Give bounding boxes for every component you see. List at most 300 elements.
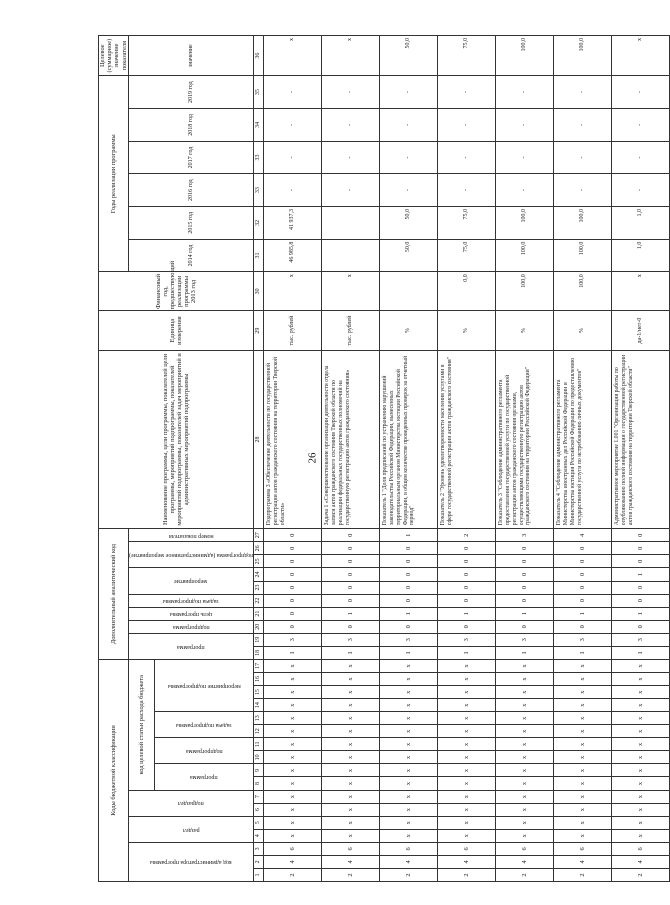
- code-cell: 1: [438, 607, 496, 620]
- row-name: Показатель 4 "Соблюдение административного регламента Министерства иностранных дел Российской Федерации и Министерства юстиции Российской Федерации по предоставлению государственной услуги по истребованию личных документов": [554, 350, 612, 529]
- code-cell: x: [554, 725, 612, 738]
- col-num: 33: [254, 174, 264, 207]
- table-body: [264, 36, 670, 882]
- table-row: [612, 36, 670, 882]
- row-value-2019: -: [554, 76, 612, 109]
- code-cell: x: [438, 712, 496, 725]
- code-cell: 2: [496, 868, 554, 881]
- code-cell: 0: [438, 555, 496, 568]
- code-cell: x: [438, 803, 496, 816]
- code-cell: 2: [554, 868, 612, 881]
- code-cell: 0: [264, 568, 322, 581]
- code-cell: 4: [554, 855, 612, 868]
- code-cell: 3: [380, 633, 438, 646]
- code-cell: 0: [264, 607, 322, 620]
- col-num: 12: [254, 725, 264, 738]
- code-cell: 1: [612, 568, 670, 581]
- row-unit: да-1/нет-0: [612, 311, 670, 350]
- row-name: Задача 1 «Совершенствование организации деятельности отдела записи актов гражданского состояния Тверской области по реализации федеральных государственных полномочий на государственную регистрацию актов гражданского состояния»: [322, 350, 380, 529]
- row-fin-year: x: [612, 272, 670, 311]
- col-num: 32: [254, 206, 264, 239]
- row-unit: %: [380, 311, 438, 350]
- code-cell: x: [264, 764, 322, 777]
- code-cell: 0: [496, 568, 554, 581]
- code-cell: x: [380, 751, 438, 764]
- col-num: 30: [254, 272, 264, 311]
- row-value-2019: -: [380, 76, 438, 109]
- code-cell: 1: [264, 646, 322, 659]
- code-cell: 0: [612, 529, 670, 542]
- code-cell: 0: [612, 581, 670, 594]
- col-num: 10: [254, 751, 264, 764]
- code-cell: 1: [612, 646, 670, 659]
- row-value-2016: -: [554, 174, 612, 207]
- table-row: [322, 36, 380, 882]
- col-num: 29: [254, 311, 264, 350]
- code-cell: 1: [496, 646, 554, 659]
- code-cell: 0: [438, 568, 496, 581]
- row-target: 100,0: [496, 36, 554, 76]
- code-cell: 0: [554, 620, 612, 633]
- header-codes-budget: Коды бюджетной классификации: [99, 659, 129, 881]
- col-num: 23: [254, 581, 264, 594]
- code-cell: x: [264, 686, 322, 699]
- code-cell: x: [380, 673, 438, 686]
- row-unit: тыс. рублей: [322, 311, 380, 350]
- row-value-2014: 1,0: [612, 239, 670, 272]
- col-num: 28: [254, 350, 264, 529]
- header-nomer: номер показателя: [128, 529, 253, 542]
- code-cell: x: [496, 816, 554, 829]
- code-cell: x: [438, 659, 496, 672]
- table-row: [264, 36, 322, 882]
- row-unit: %: [554, 311, 612, 350]
- code-cell: x: [322, 699, 380, 712]
- row-value-2017: -: [554, 141, 612, 174]
- row-value-2017: -: [496, 141, 554, 174]
- code-cell: 2: [438, 868, 496, 881]
- column-numbers-row: [254, 36, 264, 882]
- code-cell: x: [380, 699, 438, 712]
- header-year-2017: 2017 год: [128, 141, 253, 174]
- code-cell: x: [438, 790, 496, 803]
- code-cell: x: [612, 712, 670, 725]
- code-cell: 6: [264, 842, 322, 855]
- code-cell: x: [496, 764, 554, 777]
- row-name: Подпрограмма 3 «Обеспечение деятельности по государственной регистрации актов гражданского состояния на территории Тверской области»: [264, 350, 322, 529]
- page-number: 26: [306, 452, 319, 464]
- code-cell: x: [496, 790, 554, 803]
- row-unit: %: [438, 311, 496, 350]
- col-num: 36: [254, 36, 264, 76]
- col-num: 20: [254, 620, 264, 633]
- row-value-2019: -: [612, 76, 670, 109]
- code-cell: x: [380, 816, 438, 829]
- row-value-2015: [322, 206, 380, 239]
- row-name: Административное мероприятие 1.001 "Организация работы по опубликованию полной информации о государственной регистрации актов гражданского состояния на территории Тверской области": [612, 350, 670, 529]
- row-value-2014: 50,0: [380, 239, 438, 272]
- code-cell: x: [264, 673, 322, 686]
- col-num: 33: [254, 141, 264, 174]
- code-cell: 3: [322, 633, 380, 646]
- header-name: Наименование программы, цели программы, показателей цели программы, мероприятий подпрограммы, показателей мероприятий подпрограммы, показателей задач мероприятий и административных мероприятий подпрограммы: [99, 350, 254, 529]
- col-num: 25: [254, 555, 264, 568]
- code-cell: x: [322, 686, 380, 699]
- code-cell: 4: [612, 855, 670, 868]
- code-cell: x: [496, 712, 554, 725]
- table-row: [554, 36, 612, 882]
- col-num: 4: [254, 829, 264, 842]
- code-cell: x: [554, 777, 612, 790]
- code-cell: 0: [322, 594, 380, 607]
- code-cell: x: [322, 725, 380, 738]
- code-cell: x: [554, 790, 612, 803]
- row-value-2016: -: [612, 174, 670, 207]
- row-value-2014: 100,0: [554, 239, 612, 272]
- code-cell: x: [264, 699, 322, 712]
- row-value-2017: -: [612, 141, 670, 174]
- code-cell: x: [264, 777, 322, 790]
- code-cell: 6: [322, 842, 380, 855]
- col-num: 16: [254, 673, 264, 686]
- code-cell: x: [380, 712, 438, 725]
- code-cell: x: [496, 777, 554, 790]
- row-fin-year: 100,0: [554, 272, 612, 311]
- code-cell: x: [554, 659, 612, 672]
- code-cell: 6: [612, 842, 670, 855]
- code-cell: x: [380, 686, 438, 699]
- code-cell: x: [264, 790, 322, 803]
- col-num: 31: [254, 239, 264, 272]
- code-cell: x: [438, 699, 496, 712]
- code-cell: x: [438, 673, 496, 686]
- code-cell: x: [612, 803, 670, 816]
- header-unit: Единица измерения: [99, 311, 254, 350]
- code-cell: x: [496, 725, 554, 738]
- row-value-2015: 100,0: [554, 206, 612, 239]
- row-fin-year: 100,0: [496, 272, 554, 311]
- code-cell: x: [322, 803, 380, 816]
- code-cell: 0: [554, 542, 612, 555]
- table-row: [496, 36, 554, 882]
- code-cell: x: [264, 751, 322, 764]
- header-fin-year: Финансовый год, предшествующий реализации программы 2013 год: [99, 272, 254, 311]
- row-target: 100,0: [554, 36, 612, 76]
- col-num: 9: [254, 764, 264, 777]
- row-name: Показатель 1 "Доля предписаний по устранению нарушений законодательства Российской Федерации, вынесенных территориальным органом Министерства юстиции Российской Федерации, в общем количестве проведенных проверок за отчетный период": [380, 350, 438, 529]
- code-cell: 0: [612, 555, 670, 568]
- row-value-2015: 100,0: [496, 206, 554, 239]
- row-value-2019: -: [322, 76, 380, 109]
- code-cell: 2: [264, 868, 322, 881]
- code-cell: 0: [496, 542, 554, 555]
- code-cell: 0: [322, 529, 380, 542]
- code-cell: 0: [612, 620, 670, 633]
- rotated-table-page: [98, 35, 644, 882]
- code-cell: x: [438, 725, 496, 738]
- code-cell: x: [554, 751, 612, 764]
- code-cell: x: [438, 764, 496, 777]
- col-num: 24: [254, 568, 264, 581]
- row-value-2014: 75,0: [438, 239, 496, 272]
- code-cell: x: [380, 777, 438, 790]
- code-cell: x: [612, 699, 670, 712]
- row-value-2016: -: [496, 174, 554, 207]
- code-cell: x: [322, 712, 380, 725]
- code-cell: x: [554, 699, 612, 712]
- code-cell: x: [496, 803, 554, 816]
- col-num: 6: [254, 803, 264, 816]
- row-target: 75,0: [438, 36, 496, 76]
- code-cell: x: [612, 764, 670, 777]
- code-cell: x: [496, 686, 554, 699]
- code-cell: x: [496, 738, 554, 751]
- code-cell: x: [264, 712, 322, 725]
- code-cell: 0: [264, 529, 322, 542]
- row-value-2014: 100,0: [496, 239, 554, 272]
- header-year-2018: 2018 год: [128, 109, 253, 142]
- code-cell: 0: [554, 594, 612, 607]
- row-target: x: [264, 36, 322, 76]
- row-fin-year: x: [264, 272, 322, 311]
- code-cell: x: [322, 764, 380, 777]
- header-podrazdel: подраздел: [128, 790, 253, 816]
- col-num: 27: [254, 529, 264, 542]
- code-cell: 4: [496, 855, 554, 868]
- row-value-2018: -: [380, 109, 438, 142]
- code-cell: 6: [438, 842, 496, 855]
- code-cell: x: [322, 829, 380, 842]
- code-cell: x: [264, 816, 322, 829]
- col-num: 14: [254, 699, 264, 712]
- code-cell: 4: [554, 529, 612, 542]
- col-num: 1: [254, 868, 264, 881]
- code-cell: 3: [496, 529, 554, 542]
- col-num: 8: [254, 777, 264, 790]
- table-row: [438, 36, 496, 882]
- code-cell: 1: [554, 646, 612, 659]
- row-value-2018: -: [264, 109, 322, 142]
- code-cell: 2: [322, 868, 380, 881]
- code-cell: x: [496, 659, 554, 672]
- code-cell: x: [322, 751, 380, 764]
- row-value-2015: 75,0: [438, 206, 496, 239]
- row-value-2017: -: [380, 141, 438, 174]
- code-cell: x: [612, 686, 670, 699]
- row-unit: тыс. рублей: [264, 311, 322, 350]
- code-cell: 1: [380, 607, 438, 620]
- header-years-group: Годы реализации программы: [99, 76, 129, 272]
- code-cell: 2: [380, 868, 438, 881]
- code-cell: 1: [612, 607, 670, 620]
- col-num: 15: [254, 686, 264, 699]
- header-sub-meropriyatie: мероприятие подпрограммы: [155, 659, 254, 711]
- code-cell: x: [380, 803, 438, 816]
- code-cell: 4: [380, 855, 438, 868]
- program-plan-table: [98, 35, 670, 882]
- code-cell: 0: [612, 542, 670, 555]
- col-num: 3: [254, 842, 264, 855]
- code-cell: 0: [496, 555, 554, 568]
- code-cell: 3: [438, 633, 496, 646]
- code-cell: x: [264, 725, 322, 738]
- row-value-2019: -: [496, 76, 554, 109]
- row-fin-year: 0,0: [438, 272, 496, 311]
- code-cell: 0: [496, 594, 554, 607]
- code-cell: x: [554, 738, 612, 751]
- code-cell: x: [496, 829, 554, 842]
- col-num: 7: [254, 790, 264, 803]
- col-num: 19: [254, 633, 264, 646]
- code-cell: 0: [496, 581, 554, 594]
- row-value-2018: -: [612, 109, 670, 142]
- code-cell: 1: [380, 529, 438, 542]
- col-num: 26: [254, 542, 264, 555]
- code-cell: 0: [496, 620, 554, 633]
- col-num: 21: [254, 607, 264, 620]
- code-cell: x: [438, 777, 496, 790]
- header-sub-zadacha: задача подпрограммы: [155, 712, 254, 738]
- col-num: 18: [254, 646, 264, 659]
- row-target: x: [322, 36, 380, 76]
- header-target-group: Целевое (суммарное) значение показателя: [99, 36, 129, 76]
- row-fin-year: x: [322, 272, 380, 311]
- header-tsel: цель программы: [128, 607, 253, 620]
- code-cell: x: [322, 673, 380, 686]
- col-num: 34: [254, 109, 264, 142]
- row-value-2017: -: [322, 141, 380, 174]
- header-year-2014: 2014 год: [128, 239, 253, 272]
- row-value-2018: -: [554, 109, 612, 142]
- code-cell: x: [612, 738, 670, 751]
- col-num: 13: [254, 712, 264, 725]
- code-cell: x: [264, 659, 322, 672]
- code-cell: 6: [554, 842, 612, 855]
- code-cell: 0: [554, 555, 612, 568]
- code-cell: 1: [322, 607, 380, 620]
- code-cell: x: [612, 829, 670, 842]
- code-cell: x: [612, 673, 670, 686]
- row-value-2015: 50,0: [380, 206, 438, 239]
- code-cell: x: [264, 803, 322, 816]
- code-cell: x: [554, 764, 612, 777]
- code-cell: x: [438, 816, 496, 829]
- code-cell: 0: [264, 581, 322, 594]
- code-cell: x: [264, 829, 322, 842]
- table-row: [380, 36, 438, 882]
- row-value-2018: -: [322, 109, 380, 142]
- row-value-2019: -: [264, 76, 322, 109]
- header-kcs: код целевой статьи расхода бюджета: [128, 659, 155, 790]
- col-num: 5: [254, 816, 264, 829]
- code-cell: x: [322, 738, 380, 751]
- code-cell: 4: [264, 855, 322, 868]
- row-value-2018: -: [496, 109, 554, 142]
- code-cell: x: [496, 699, 554, 712]
- code-cell: x: [612, 790, 670, 803]
- code-cell: x: [380, 790, 438, 803]
- header-meropr2: мероприятие: [128, 568, 253, 594]
- code-cell: x: [496, 751, 554, 764]
- code-cell: 1: [438, 646, 496, 659]
- code-cell: 0: [322, 568, 380, 581]
- code-cell: x: [380, 829, 438, 842]
- row-value-2017: -: [438, 141, 496, 174]
- header-sub-program: программа: [155, 764, 254, 790]
- code-cell: x: [612, 725, 670, 738]
- code-cell: x: [438, 686, 496, 699]
- row-value-2016: -: [322, 174, 380, 207]
- col-num: 22: [254, 594, 264, 607]
- row-value-2015: 41 937,3: [264, 206, 322, 239]
- code-cell: x: [380, 764, 438, 777]
- code-cell: 0: [438, 581, 496, 594]
- row-value-2017: -: [264, 141, 322, 174]
- code-cell: 3: [612, 633, 670, 646]
- code-cell: x: [438, 829, 496, 842]
- header-podprogramma: подпрограмма: [128, 620, 253, 633]
- row-target: 50,0: [380, 36, 438, 76]
- code-cell: 0: [380, 620, 438, 633]
- row-unit: %: [496, 311, 554, 350]
- code-cell: x: [322, 659, 380, 672]
- code-cell: 0: [264, 594, 322, 607]
- row-value-2015: 1,0: [612, 206, 670, 239]
- code-cell: 0: [554, 581, 612, 594]
- col-num: 17: [254, 659, 264, 672]
- code-cell: x: [264, 738, 322, 751]
- row-value-2019: -: [438, 76, 496, 109]
- code-cell: x: [612, 659, 670, 672]
- code-cell: 0: [380, 568, 438, 581]
- row-target: x: [612, 36, 670, 76]
- code-cell: 0: [264, 542, 322, 555]
- row-value-2016: -: [438, 174, 496, 207]
- code-cell: 0: [438, 542, 496, 555]
- code-cell: x: [322, 816, 380, 829]
- row-value-2014: 46 985,8: [264, 239, 322, 272]
- code-cell: 0: [612, 594, 670, 607]
- code-cell: 0: [380, 542, 438, 555]
- header-target-sub: значение: [128, 36, 253, 76]
- code-cell: 0: [438, 620, 496, 633]
- code-cell: 0: [322, 581, 380, 594]
- code-cell: 1: [496, 607, 554, 620]
- code-cell: x: [380, 738, 438, 751]
- row-fin-year: [380, 272, 438, 311]
- code-cell: x: [322, 777, 380, 790]
- code-cell: x: [438, 738, 496, 751]
- header-zadacha2: задача подпрограммы: [128, 594, 253, 607]
- code-cell: x: [612, 777, 670, 790]
- row-name: Показатель 2 "Уровень удовлетворенности населения услугами в сфере государственной регистрации актов гражданского состояния": [438, 350, 496, 529]
- code-cell: 3: [264, 633, 322, 646]
- code-cell: 6: [496, 842, 554, 855]
- header-year-2019: 2019 год: [128, 76, 253, 109]
- code-cell: 0: [554, 568, 612, 581]
- code-cell: x: [554, 829, 612, 842]
- header-program: программа: [128, 633, 253, 659]
- code-cell: x: [554, 686, 612, 699]
- code-cell: 4: [438, 855, 496, 868]
- col-num: 35: [254, 76, 264, 109]
- row-value-2018: -: [438, 109, 496, 142]
- code-cell: 0: [380, 581, 438, 594]
- code-cell: x: [496, 673, 554, 686]
- header-year-2015: 2015 год: [128, 206, 253, 239]
- code-cell: 0: [322, 542, 380, 555]
- code-cell: x: [438, 751, 496, 764]
